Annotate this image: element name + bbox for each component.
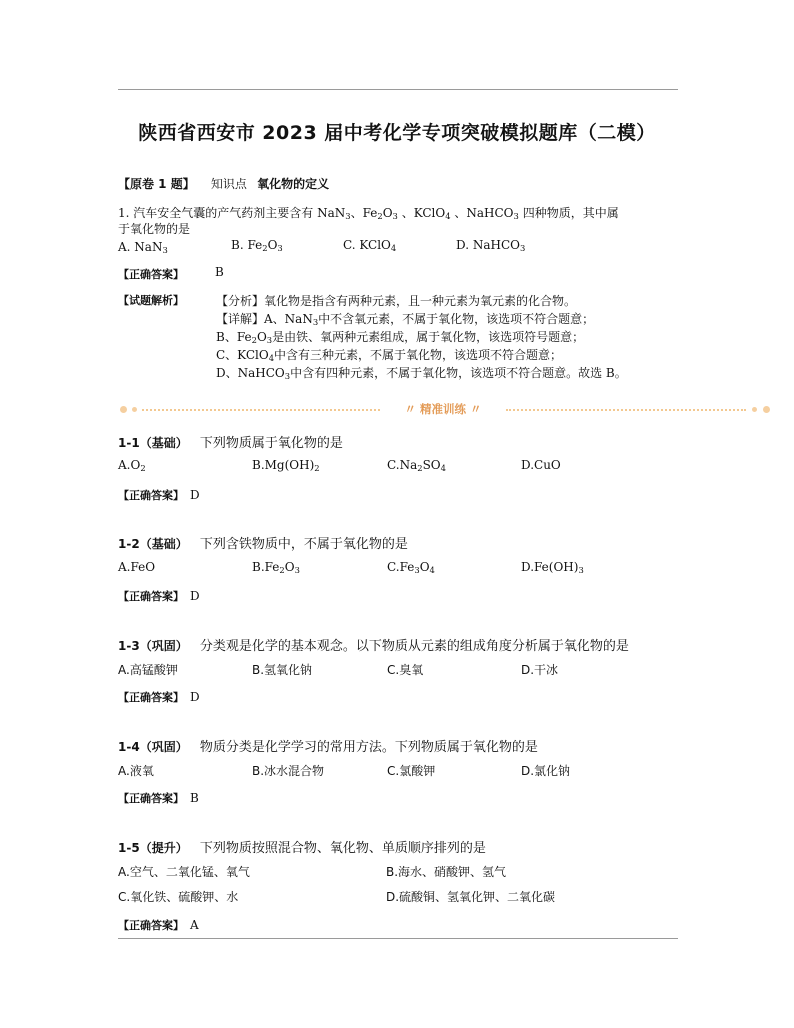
original-question-tag (118, 175, 329, 192)
exercise-1-3-option-b: B.氢氧化钠 (252, 663, 313, 677)
exercise-1-5-option-a: A.空气、二氧化锰、氧气 (118, 865, 250, 879)
exercise-1-2-answer: 【正确答案】 D (118, 589, 200, 603)
original-answer-value: B (215, 265, 224, 279)
original-option-b: B. $Fe_2O_3$ (231, 238, 283, 253)
exercise-stem: 分类观是化学的基本观念。以下物质从元素的组成角度分析属于氧化物的是 (199, 639, 629, 654)
slash-icon: 〃 (404, 402, 416, 416)
exercise-1-4-option-b: B.冰水混合物 (252, 764, 325, 778)
knowledge-point-label: 知识点 (210, 177, 247, 191)
divider-dot (752, 407, 757, 412)
exercise-1-1-header: 1-1（基础） 下列物质属于氧化物的是 (118, 436, 343, 451)
divider-dot (132, 407, 137, 412)
exercise-1-1-answer: 【正确答案】 D (118, 488, 200, 502)
analysis-line-1: 【分析】氧化物是指含有两种元素，且一种元素为氧元素的化合物。 (216, 294, 577, 308)
divider-line-right (506, 409, 746, 411)
original-stem-line2: 于氧化物的是 (118, 222, 191, 236)
exercise-1-5-option-c: C.氧化铁、硫酸钾、水 (118, 890, 239, 904)
exercise-1-3-option-c: C.臭氧 (387, 663, 424, 677)
section-divider (118, 401, 772, 419)
exercise-stem: 下列物质属于氧化物的是 (199, 436, 343, 451)
original-answer-label: 【正确答案】 (118, 268, 184, 281)
exercise-1-5-option-d: D.硫酸铜、氢氧化钾、二氧化碳 (386, 890, 556, 904)
exercise-1-5-option-b: B.海水、硝酸钾、氢气 (386, 865, 507, 879)
exercise-1-4-option-d: D.氯化钠 (521, 764, 571, 778)
analysis-label: 【试题解析】 (118, 294, 184, 307)
top-rule (118, 89, 678, 90)
exercise-1-3-option-d: D.干冰 (521, 663, 559, 677)
original-stem-line1: 1. 汽车安全气囊的产气药剂主要含有 NaN$_3$、$Fe_2O_3$ 、KClO$_4$ 、NaHCO$_3$ 四种物质，其中属 (118, 206, 619, 221)
original-option-c: C. KClO$_4$ (343, 238, 397, 253)
exercise-1-3-header: 1-3（巩固） 分类观是化学的基本观念。以下物质从元素的组成角度分析属于氧化物的是 (118, 639, 629, 654)
exercise-1-2-option-b: $B.Fe_2O_3$ (252, 560, 300, 575)
exercise-1-1-option-a: $A.O_2$ (118, 458, 146, 473)
divider-label: 〃 精准训练 〃 (404, 402, 482, 416)
original-option-a: A. NaN$_3$ (118, 240, 168, 255)
exercise-1-2-option-a: A.FeO (118, 560, 156, 574)
analysis-line-3: B、$Fe_2O_3$是由铁、氧两种元素组成，属于氧化物，该选项符号题意； (216, 330, 585, 345)
exercise-1-3-option-a: A.高锰酸钾 (118, 663, 178, 677)
original-option-d: D. NaHCO$_3$ (456, 238, 526, 253)
exercise-1-3-answer: 【正确答案】 D (118, 690, 200, 704)
slash-icon: 〃 (470, 402, 482, 416)
exercise-1-4-header: 1-4（巩固） 物质分类是化学学习的常用方法。下列物质属于氧化物的是 (118, 740, 538, 755)
exercise-stem: 下列物质按照混合物、氧化物、单质顺序排列的是 (199, 841, 486, 856)
exercise-1-1-option-d: D.CuO (521, 458, 561, 472)
divider-dot (120, 406, 127, 413)
exercise-1-2-option-c: $C.Fe_3O_4$ (387, 560, 435, 575)
question-source: 【原卷 1 题】 (118, 177, 195, 191)
divider-dot (763, 406, 770, 413)
exercise-1-4-option-c: C.氯酸钾 (387, 764, 436, 778)
exercise-stem: 物质分类是化学学习的常用方法。下列物质属于氧化物的是 (199, 740, 538, 755)
exercise-1-1-option-b: $B.Mg(OH)_2$ (252, 458, 320, 473)
page-title: 陕西省西安市 2023 届中考化学专项突破模拟题库（二模） (138, 122, 656, 144)
divider-line-left (142, 409, 380, 411)
exercise-1-5-header: 1-5（提升） 下列物质按照混合物、氧化物、单质顺序排列的是 (118, 841, 486, 856)
analysis-line-2: 【详解】A、NaN$_3$中不含氧元素，不属于氧化物，该选项不符合题意； (216, 312, 595, 327)
analysis-line-5: D、NaHCO$_3$中含有四种元素，不属于氧化物，该选项不符合题意。故选 B。 (216, 366, 627, 381)
exercise-1-4-answer: 【正确答案】 B (118, 791, 199, 805)
exercise-1-1-option-c: $C.Na_2SO_4$ (387, 458, 446, 473)
exercise-1-2-header: 1-2（基础） 下列含铁物质中，不属于氧化物的是 (118, 537, 408, 552)
bottom-rule (118, 938, 678, 939)
exercise-1-2-option-d: $D.Fe(OH)_3$ (521, 560, 584, 575)
analysis-line-4: C、KClO$_4$中含有三种元素，不属于氧化物，该选项不符合题意； (216, 348, 563, 363)
exercise-stem: 下列含铁物质中，不属于氧化物的是 (199, 537, 408, 552)
exercise-1-4-option-a: A.液氧 (118, 764, 154, 778)
knowledge-point-value: 氧化物的定义 (257, 177, 330, 191)
exercise-1-5-answer: 【正确答案】 A (118, 918, 199, 932)
